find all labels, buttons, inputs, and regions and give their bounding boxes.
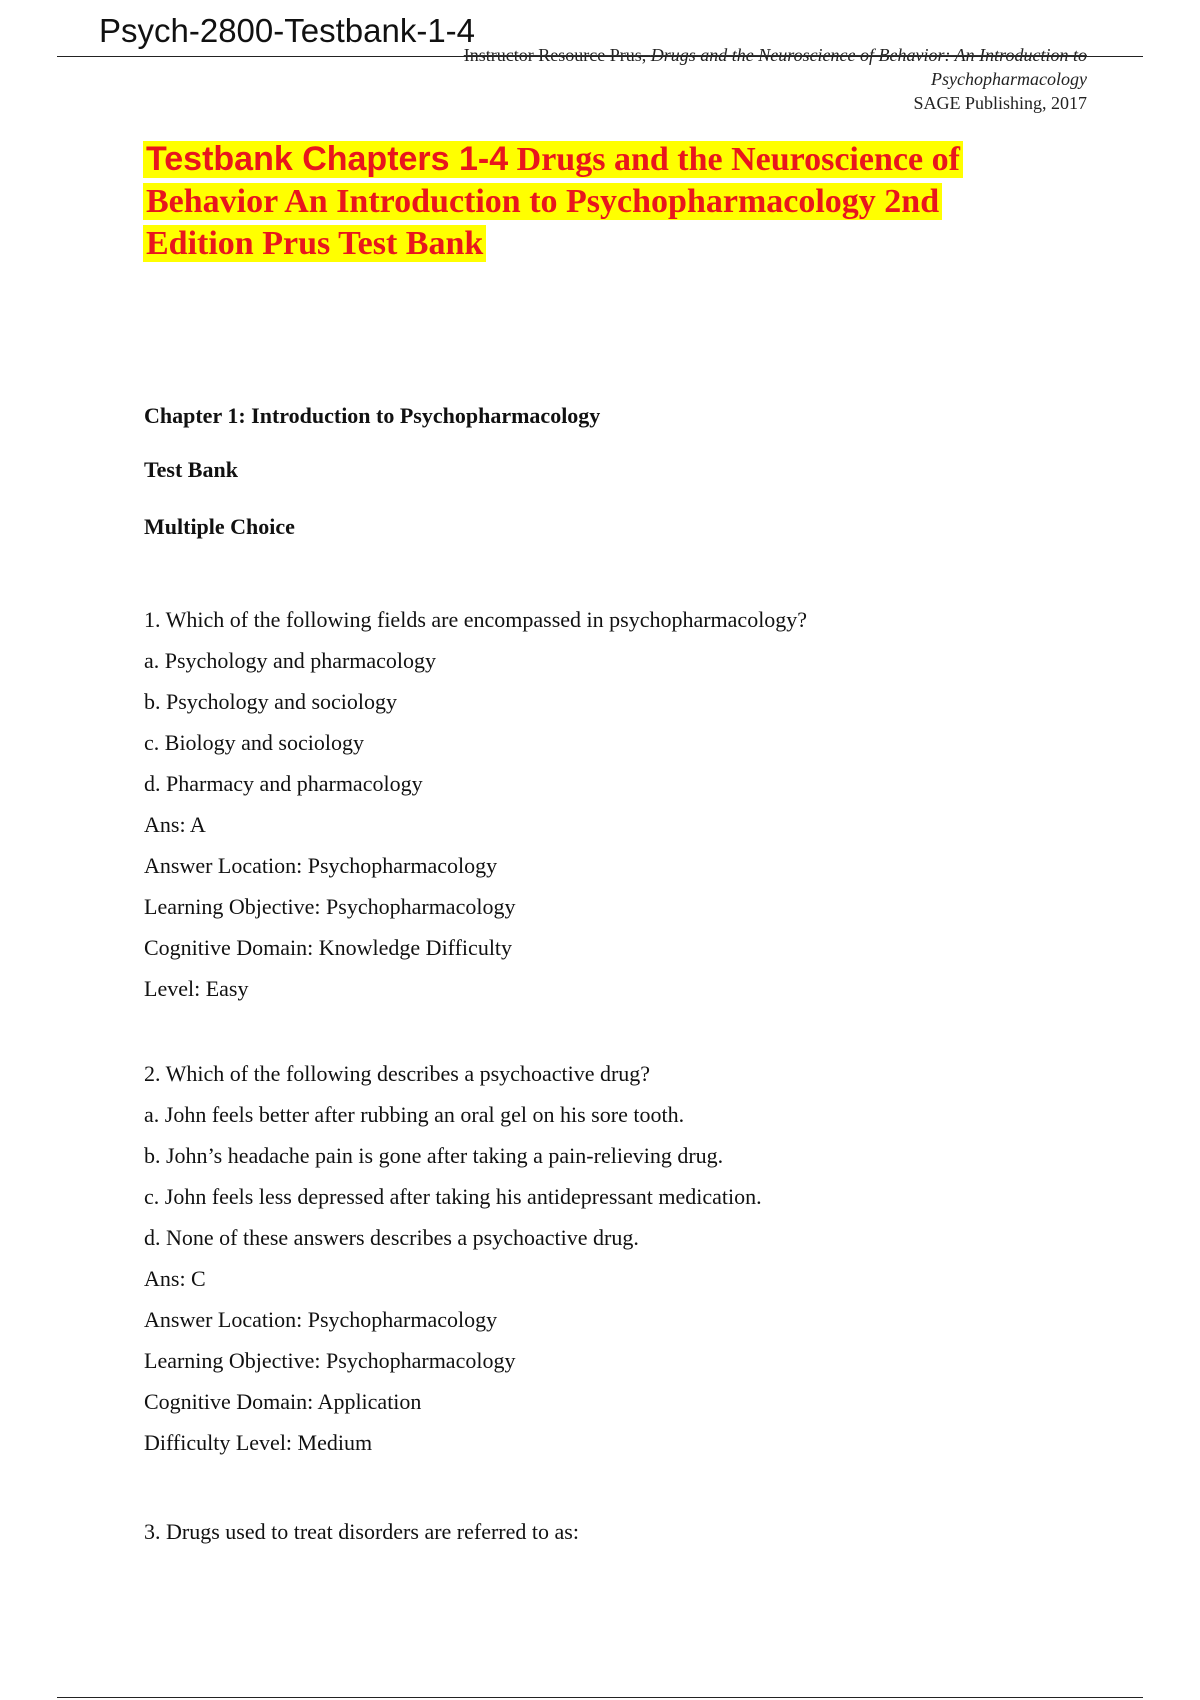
cognitive-domain: Cognitive Domain: Application — [144, 1389, 422, 1414]
answer-option: c. Biology and sociology — [144, 730, 364, 755]
running-header-subtitle: Psychopharmacology — [931, 69, 1087, 89]
question-text: 2. Which of the following describes a psychoactive drug? — [144, 1061, 651, 1086]
running-header-line-1 — [464, 43, 1087, 67]
cognitive-domain: Cognitive Domain: Knowledge Difficulty — [144, 935, 513, 960]
headline-part-1: Testbank Chapters 1-4 — [146, 140, 509, 178]
subsection-title: Multiple Choice — [144, 514, 295, 539]
running-header-line-3: SAGE Publishing, 2017 — [913, 93, 1087, 113]
question-text: 1. Which of the following fields are encompassed in psychopharmacology? — [144, 607, 808, 632]
footer-rule — [57, 1697, 1143, 1698]
headline — [143, 138, 1023, 265]
learning-objective: Learning Objective: Psychopharmacology — [144, 894, 516, 919]
running-header-line-2 — [464, 67, 1087, 91]
headline-part-2: Drugs and the Neuroscience of Behavior An Introduction to Psychopharmacology 2nd Edition Prus Test Bank — [146, 141, 960, 262]
answer-location: Answer Location: Psychopharmacology — [144, 1307, 498, 1332]
answer-key: Ans: A — [144, 812, 206, 837]
answer-option: c. John feels less depressed after taking his antidepressant medication. — [144, 1184, 762, 1209]
answer-option: b. Psychology and sociology — [144, 689, 397, 714]
learning-objective: Learning Objective: Psychopharmacology — [144, 1348, 516, 1373]
answer-option: d. Pharmacy and pharmacology — [144, 771, 423, 796]
running-header-book-title: Drugs and the Neuroscience of Behavior: An Introduction to — [650, 45, 1087, 65]
answer-option: d. None of these answers describes a psychoactive drug. — [144, 1225, 639, 1250]
chapter-title: Chapter 1: Introduction to Psychopharmacology — [144, 403, 601, 428]
answer-option: a. John feels better after rubbing an oral gel on his sore tooth. — [144, 1102, 685, 1127]
running-header-publisher: Instructor Resource Prus, — [463, 45, 651, 65]
question-text: 3. Drugs used to treat disorders are referred to as: — [144, 1519, 579, 1544]
section-title: Test Bank — [144, 457, 238, 482]
answer-option: a. Psychology and pharmacology — [144, 648, 437, 673]
answer-key: Ans: C — [144, 1266, 206, 1291]
difficulty-level: Level: Easy — [144, 976, 249, 1001]
document-title: Psych-2800-Testbank-1-4 — [99, 12, 476, 49]
difficulty-level: Difficulty Level: Medium — [144, 1430, 373, 1455]
running-header — [464, 43, 1087, 115]
answer-location: Answer Location: Psychopharmacology — [144, 853, 498, 878]
answer-option: b. John’s headache pain is gone after taking a pain-relieving drug. — [144, 1143, 724, 1168]
